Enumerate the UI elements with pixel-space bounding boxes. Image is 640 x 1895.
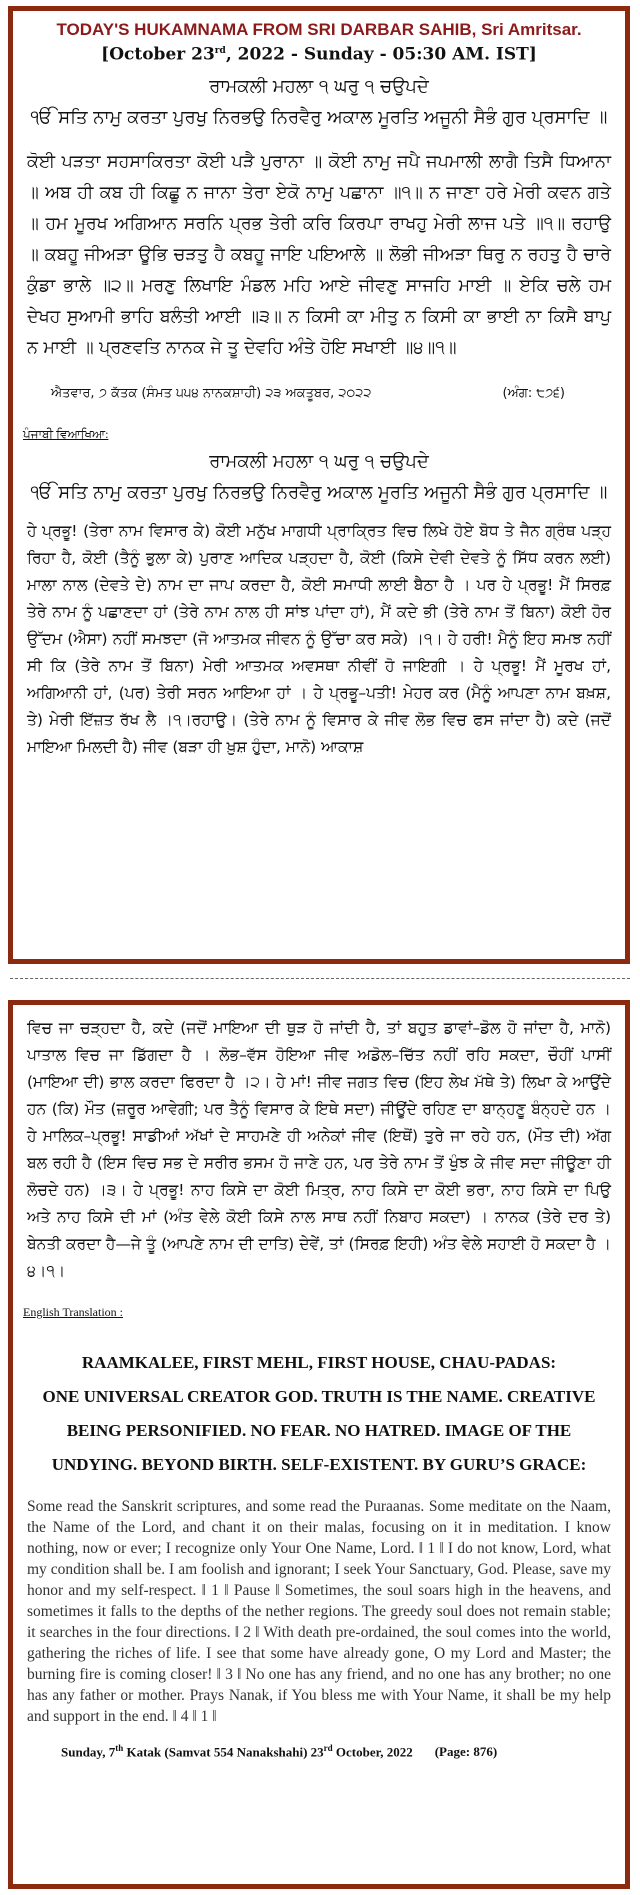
page-title: TODAY'S HUKAMNAMA FROM SRI DARBAR SAHIB, Sri Amritsar.: [56, 20, 582, 39]
hukamnama-page-1: [8, 6, 630, 964]
date-header: [13, 41, 625, 65]
gurbani-text: ਕੋਈ ਪੜਤਾ ਸਹਸਾਕਿਰਤਾ ਕੋਈ ਪੜੈ ਪੁਰਾਨਾ ॥ ਕੋਈ ਨਾਮੁ ਜਪੈ ਜਪਮਾਲੀ ਲਾਗੈ ਤਿਸੈ ਧਿਆਨਾ ॥ ਅਬ ਹੀ ਕਬ ਹੀ ਕਿਛੂ ਨ ਜਾਨਾ ਤੇਰਾ ਏਕੋ ਨਾਮੁ ਪਛਾਨਾ ॥੧॥ ਨ ਜਾਣਾ ਹਰੇ ਮੇਰੀ ਕਵਨ ਗਤੇ ॥ ਹਮ ਮੂਰਖ ਅਗਿਆਨ ਸਰਨਿ ਪ੍ਰਭ ਤੇਰੀ ਕਰਿ ਕਿਰਪਾ ਰਾਖਹੁ ਮੇਰੀ ਲਾਜ ਪਤੇ ॥੧॥ ਰਹਾਉ ॥ ਕਬਹੂ ਜੀਅੜਾ ਊਭਿ ਚੜਤੁ ਹੈ ਕਬਹੂ ਜਾਇ ਪਇਆਲੇ ॥ ਲੋਭੀ ਜੀਅੜਾ ਥਿਰੁ ਨ ਰਹਤੁ ਹੈ ਚਾਰੇ ਕੁੰਡਾ ਭਾਲੇ ॥੨॥ ਮਰਣੁ ਲਿਖਾਇ ਮੰਡਲ ਮਹਿ ਆਏ ਜੀਵਣੁ ਸਾਜਹਿ ਮਾਈ ॥ ਏਕਿ ਚਲੇ ਹਮ ਦੇਖਹ ਸੁਆਮੀ ਭਾਹਿ ਬਲੰਤੀ ਆਈ ॥੩॥ ਨ ਕਿਸੀ ਕਾ ਮੀਤੁ ਨ ਕਿਸੀ ਕਾ ਭਾਈ ਨਾ ਕਿਸੈ ਬਾਪੁ ਨ ਮਾਈ ॥ ਪ੍ਰਣਵਤਿ ਨਾਨਕ ਜੇ ਤੂ ਦੇਵਹਿ ਅੰਤੇ ਹੋਇ ਸਖਾਈ ॥੪॥੧॥: [27, 151, 611, 358]
gurbani-heading: [27, 71, 611, 133]
date-part-1: [October 23: [101, 44, 215, 65]
english-date-footer: [61, 1743, 625, 1760]
punjabi-raag-line: ਰਾਮਕਲੀ ਮਹਲਾ ੧ ਘਰੁ ੧ ਚਉਪਦੇ: [209, 450, 429, 472]
mool-mantar-line: ੴ ਸਤਿ ਨਾਮੁ ਕਰਤਾ ਪੁਰਖੁ ਨਿਰਭਉ ਨਿਰਵੈਰੁ ਅਕਾਲ ਮੂਰਤਿ ਅਜੂਨੀ ਸੈਭੰ ਗੁਰ ਪ੍ਰਸਾਦਿ ॥: [30, 106, 608, 128]
date-suffix: rd: [214, 46, 226, 56]
raag-line: ਰਾਮਕਲੀ ਮਹਲਾ ੧ ਘਰੁ ੧ ਚਉਪਦੇ: [209, 75, 429, 97]
english-raag-line: RAAMKALEE, FIRST MEHL, FIRST HOUSE, CHAU-PADAS:: [81, 1353, 557, 1372]
english-translation-label: English Translation :: [23, 1305, 124, 1319]
punjabi-explanation-part-2: ਵਿਚ ਜਾ ਚੜ੍ਹਦਾ ਹੈ, ਕਦੇ (ਜਦੋਂ ਮਾਇਆ ਦੀ ਥੁੜ ਹੋ ਜਾਂਦੀ ਹੈ, ਤਾਂ ਬਹੁਤ ਡਾਵਾਂ–ਡੋਲ ਹੋ ਜਾਂਦਾ ਹੈ, ਮਾਨੋ) ਪਾਤਾਲ ਵਿਚ ਜਾ ਡਿੱਗਦਾ ਹੈ । ਲੋਭ–ਵੱਸ ਹੋਇਆ ਜੀਵ ਅਡੋਲ–ਚਿੱਤ ਨਹੀਂ ਰਹਿ ਸਕਦਾ, ਚੌਹੀਂ ਪਾਸੀਂ (ਮਾਇਆ ਦੀ) ਭਾਲ ਕਰਦਾ ਫਿਰਦਾ ਹੈ ।੨। ਹੇ ਮਾਂ! ਜੀਵ ਜਗਤ ਵਿਚ (ਇਹ ਲੇਖ ਮੱਥੇ ਤੇ) ਲਿਖਾ ਕੇ ਆਉਂਦੇ ਹਨ (ਕਿ) ਮੌਤ (ਜ਼ਰੂਰ ਆਵੇਗੀ; ਪਰ ਤੈਨੂੰ ਵਿਸਾਰ ਕੇ ਇਥੇ ਸਦਾ) ਜੀਊਂਦੇ ਰਹਿਣ ਦਾ ਬਾਨ੍ਹਣੂ ਬੰਨ੍ਹਦੇ ਹਨ । ਹੇ ਮਾਲਿਕ–ਪ੍ਰਭੂ! ਸਾਡੀਆਂ ਅੱਖਾਂ ਦੇ ਸਾਹਮਣੇ ਹੀ ਅਨੇਕਾਂ ਜੀਵ (ਇਥੋਂ) ਤੁਰੇ ਜਾ ਰਹੇ ਹਨ, (ਮੌਤ ਦੀ) ਅੱਗ ਬਲ ਰਹੀ ਹੈ (ਇਸ ਵਿਚ ਸਭ ਦੇ ਸਰੀਰ ਭਸਮ ਹੋ ਜਾਣੇ ਹਨ, ਪਰ ਤੇਰੇ ਨਾਮ ਤੋਂ ਖੁੰਝ ਕੇ ਜੀਵ ਸਦਾ ਜੀਊਣਾ ਹੀ ਲੋਚਦੇ ਹਨ) ।੩। ਹੇ ਪ੍ਰਭੂ! ਨਾਹ ਕਿਸੇ ਦਾ ਕੋਈ ਮਿਤ੍ਰ, ਨਾਹ ਕਿਸੇ ਦਾ ਕੋਈ ਭਰਾ, ਨਾਹ ਕਿਸੇ ਦਾ ਪਿਉ ਅਤੇ ਨਾਹ ਕਿਸੇ ਦੀ ਮਾਂ (ਅੰਤ ਵੇਲੇ ਕੋਈ ਕਿਸੇ ਨਾਲ ਸਾਥ ਨਹੀਂ ਨਿਬਾਹ ਸਕਦਾ) । ਨਾਨਕ (ਤੇਰੇ ਦਰ ਤੇ) ਬੇਨਤੀ ਕਰਦਾ ਹੈ—ਜੇ ਤੂੰ (ਆਪਣੇ ਨਾਮ ਦੀ ਦਾਤਿ) ਦੇਵੇਂ, ਤਾਂ (ਸਿਰਫ਼ ਇਹੀ) ਅੰਤ ਵੇਲੇ ਸਹਾਈ ਹੋ ਸਕਦਾ ਹੈ ।੪।੧।: [27, 1019, 611, 1280]
punjabi-explanation-label: ਪੰਜਾਬੀ ਵਿਆਖਿਆ:: [23, 426, 109, 441]
footer-sup-1: th: [115, 1743, 124, 1753]
ang-reference: (ਅੰਗ: ੮੭੬): [502, 385, 565, 401]
punjabi-explanation-part-1: ਹੇ ਪ੍ਰਭੂ! (ਤੇਰਾ ਨਾਮ ਵਿਸਾਰ ਕੇ) ਕੋਈ ਮਨੁੱਖ ਮਾਗਧੀ ਪ੍ਰਾਕ੍ਰਿਤ ਵਿਚ ਲਿਖੇ ਹੋਏ ਬੋਧ ਤੇ ਜੈਨ ਗ੍ਰੰਥ ਪੜ੍ਹ ਰਿਹਾ ਹੈ, ਕੋਈ (ਤੈਨੂੰ ਭੁਲਾ ਕੇ) ਪੁਰਾਣ ਆਦਿਕ ਪੜ੍ਹਦਾ ਹੈ, ਕੋਈ (ਕਿਸੇ ਦੇਵੀ ਦੇਵਤੇ ਨੂੰ ਸਿੱਧ ਕਰਨ ਲਈ) ਮਾਲਾ ਨਾਲ (ਦੇਵਤੇ ਦੇ) ਨਾਮ ਦਾ ਜਾਪ ਕਰਦਾ ਹੈ, ਕੋਈ ਸਮਾਧੀ ਲਾਈ ਬੈਠਾ ਹੈ । ਪਰ ਹੇ ਪ੍ਰਭੂ! ਮੈਂ ਸਿਰਫ਼ ਤੇਰੇ ਨਾਮ ਨੂੰ ਪਛਾਣਦਾ ਹਾਂ (ਤੇਰੇ ਨਾਮ ਨਾਲ ਹੀ ਸਾਂਝ ਪਾਂਦਾ ਹਾਂ), ਮੈਂ ਕਦੇ ਭੀ (ਤੇਰੇ ਨਾਮ ਤੋਂ ਬਿਨਾ) ਕੋਈ ਹੋਰ ਉੱਦਮ (ਐਸਾ) ਨਹੀਂ ਸਮਝਦਾ (ਜੋ ਆਤਮਕ ਜੀਵਨ ਨੂੰ ਉੱਚਾ ਕਰ ਸਕੇ) ।੧। ਹੇ ਹਰੀ! ਮੈਨੂੰ ਇਹ ਸਮਝ ਨਹੀਂ ਸੀ ਕਿ (ਤੇਰੇ ਨਾਮ ਤੋਂ ਬਿਨਾ) ਮੇਰੀ ਆਤਮਕ ਅਵਸਥਾ ਨੀਵੀਂ ਹੋ ਜਾਇਗੀ । ਹੇ ਪ੍ਰਭੂ! ਮੈਂ ਮੂਰਖ ਹਾਂ, ਅਗਿਆਨੀ ਹਾਂ, (ਪਰ) ਤੇਰੀ ਸਰਨ ਆਇਆ ਹਾਂ । ਹੇ ਪ੍ਰਭੂ–ਪਤੀ! ਮੇਹਰ ਕਰ (ਮੈਨੂੰ ਆਪਣਾ ਨਾਮ ਬਖ਼ਸ਼, ਤੇ) ਮੇਰੀ ਇੱਜ਼ਤ ਰੱਖ ਲੈ ।੧।ਰਹਾਉ। (ਤੇਰੇ ਨਾਮ ਨੂੰ ਵਿਸਾਰ ਕੇ ਜੀਵ ਲੋਭ ਵਿਚ ਫਸ ਜਾਂਦਾ ਹੈ) ਕਦੇ (ਜਦੋਂ ਮਾਇਆ ਮਿਲਦੀ ਹੈ) ਜੀਵ (ਬੜਾ ਹੀ ਖ਼ੁਸ਼ ਹੁੰਦਾ, ਮਾਨੋ) ਆਕਾਸ਼: [27, 521, 611, 756]
footer-page-ref: (Page: 876): [434, 1744, 498, 1760]
footer-sup-2: rd: [323, 1743, 333, 1753]
english-heading: [27, 1346, 611, 1482]
punjabi-heading: [27, 446, 611, 508]
footer-date-b: Katak (Samvat 554 Nanakshahi) 23: [123, 1744, 324, 1760]
gurmukhi-date: ਐਤਵਾਰ, ੭ ਕੱਤਕ (ਸੰਮਤ ੫੫੪ ਨਾਨਕਸ਼ਾਹੀ) ੨੩ ਅਕਤੂਬਰ, ੨੦੨੨: [51, 385, 372, 401]
hukamnama-page-2: [8, 1000, 630, 1889]
english-mool-mantar-line: ONE UNIVERSAL CREATOR GOD. TRUTH IS THE NAME. CREATIVE BEING PERSONIFIED. NO FEAR. NO HATRED. IMAGE OF THE UNDYING. BEYOND BIRTH. SELF-EXISTENT. BY GURU’S GRACE:: [42, 1387, 596, 1474]
footer-date-c: October, 2022: [332, 1744, 413, 1760]
english-translation-text: Some read the Sanskrit scriptures, and some read the Puraanas. Some meditate on the Naam, the Name of the Lord, and chant it on their malas, focusing on it in meditation. I know nothing, now or ever; I recognize only Your One Name, Lord. ‖ 1 ‖ I do not know, Lord, what my condition shall be. I am foolish and ignorant; I seek Your Sanctuary, God. Please, save my honor and my self-respect. ‖ 1 ‖ Pause ‖ Sometimes, the soul soars high in the heavens, and sometimes it falls to the depths of the nether regions. The greedy soul does not remain stable; it searches in the four directions. ‖ 2 ‖ With death pre-ordained, the soul comes into the world, gathering the riches of life. I see that some have already gone, O my Lord and Master; the burning fire is coming closer! ‖ 3 ‖ No one has any friend, and no one has any brother; no one has any father or mother. Prays Nanak, if You bless me with Your Name, it shall be my help and support in the end. ‖ 4 ‖ 1 ‖: [27, 1498, 611, 1725]
footer-date-a: Sunday, 7: [61, 1744, 116, 1760]
date-part-2: , 2022 - Sunday - 05:30 AM. IST]: [225, 44, 537, 65]
gurmukhi-date-row: [51, 386, 565, 401]
page-separator: [10, 978, 630, 979]
punjabi-mool-mantar-line: ੴ ਸਤਿ ਨਾਮੁ ਕਰਤਾ ਪੁਰਖੁ ਨਿਰਭਉ ਨਿਰਵੈਰੁ ਅਕਾਲ ਮੂਰਤਿ ਅਜੂਨੀ ਸੈਭੰ ਗੁਰ ਪ੍ਰਸਾਦਿ ॥: [30, 481, 608, 503]
